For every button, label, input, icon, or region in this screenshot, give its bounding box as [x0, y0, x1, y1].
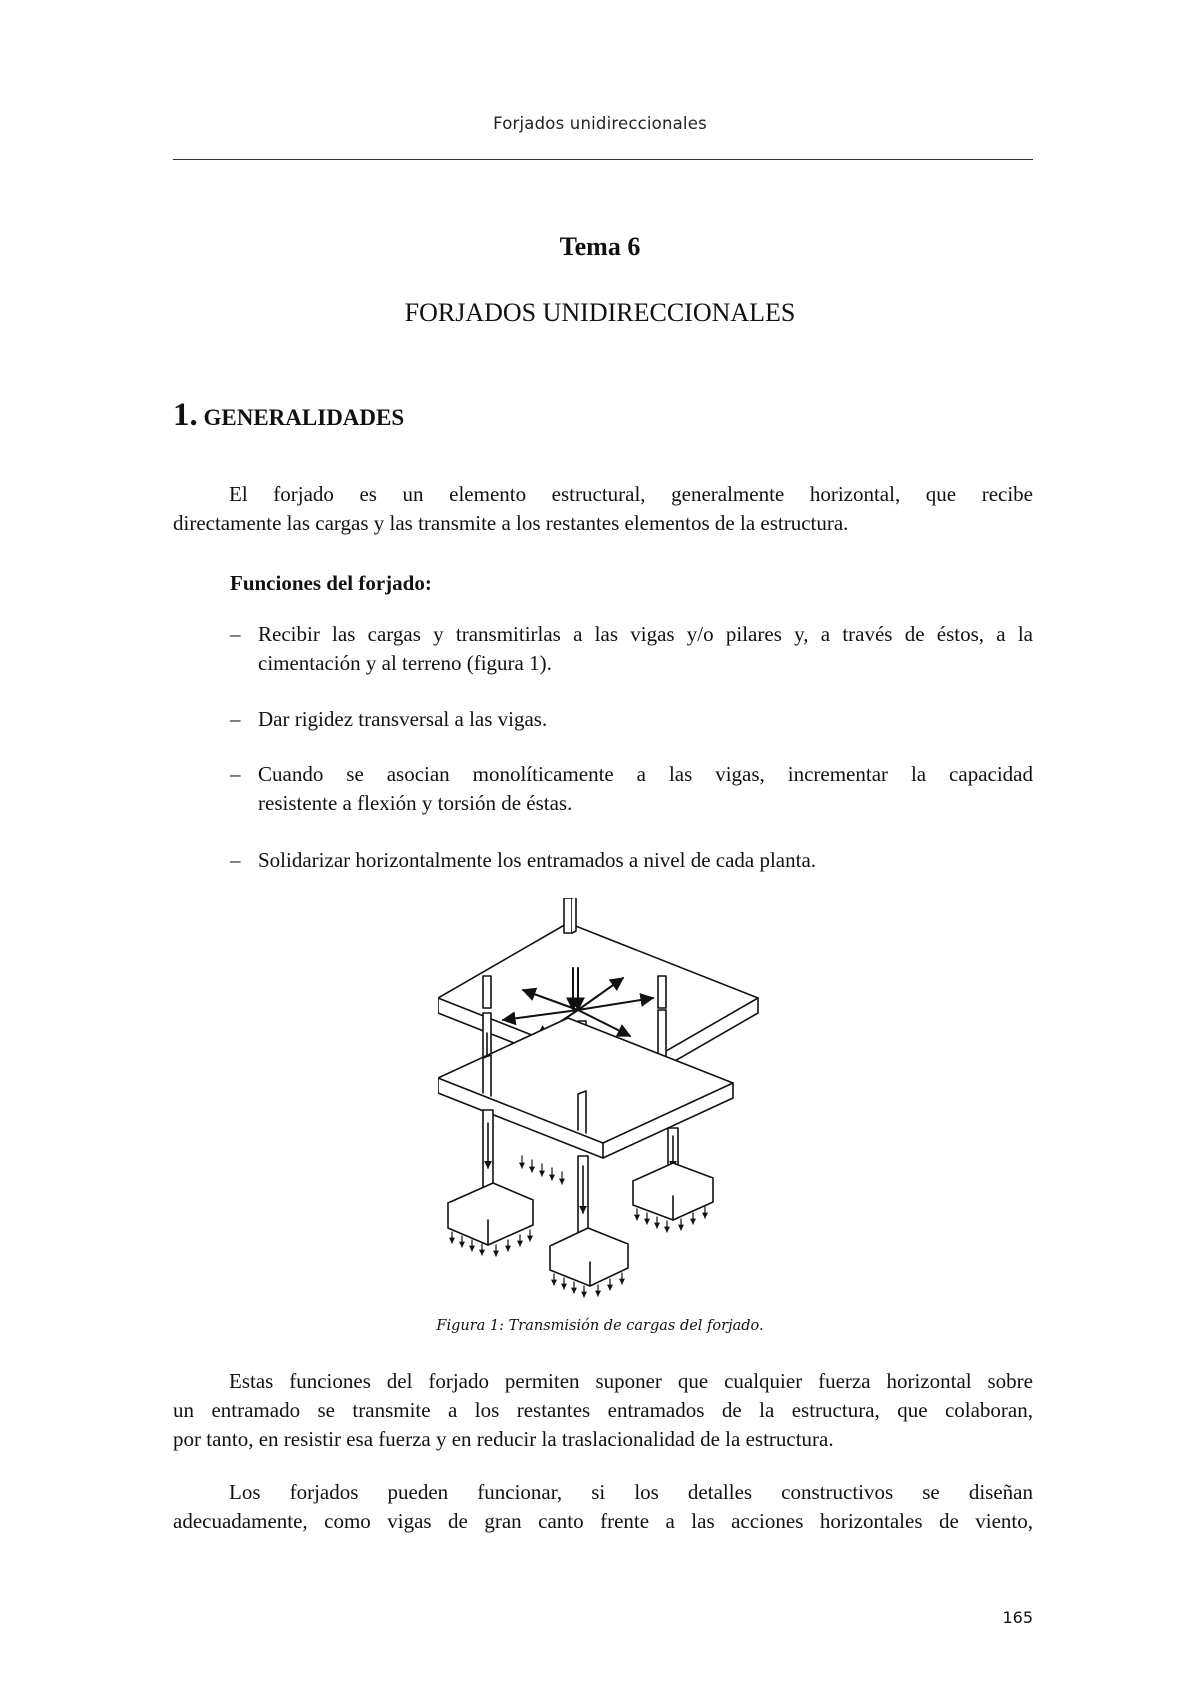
paragraph-2	[173, 1367, 1033, 1454]
list-item	[173, 760, 1033, 818]
paragraph-2-line-2: un entramado se transmite a los restantes entramados de la estructura, que colaboran,	[173, 1398, 1033, 1422]
figure-caption: Figura 1: Transmisión de cargas del forjado.	[436, 1318, 764, 1334]
page-number: 165	[1002, 1608, 1033, 1627]
list-item-line: resistente a flexión y torsión de éstas.	[258, 791, 573, 815]
dash-bullet: –	[230, 762, 241, 786]
list-item	[173, 620, 1033, 678]
section-title: GENERALIDADES	[203, 405, 405, 430]
list-item-line: Solidarizar horizontalmente los entramados a nivel de cada planta.	[258, 848, 817, 872]
dash-bullet: –	[230, 848, 241, 872]
section-heading	[173, 397, 404, 434]
dash-bullet: –	[230, 622, 241, 646]
header-rule	[173, 159, 1033, 160]
list-item-line: cimentación y al terreno (figura 1).	[258, 651, 552, 675]
list-item	[173, 846, 1033, 875]
figure-illustration	[438, 898, 778, 1300]
intro-line-2: directamente las cargas y las transmite a los restantes elementos de la estructura.	[173, 511, 849, 535]
list-item-line: Recibir las cargas y transmitirlas a las vigas y/o pilares y, a través de éstos, a la	[258, 622, 1033, 646]
paragraph-3-line-2: adecuadamente, como vigas de gran canto frente a las acciones horizontales de viento,	[173, 1509, 1033, 1533]
list-item-line: Cuando se asocian monolíticamente a las vigas, incrementar la capacidad	[258, 762, 1033, 786]
intro-paragraph	[173, 480, 1033, 538]
running-header: Forjados unidireccionales	[493, 114, 707, 133]
slab-load-transmission-diagram	[438, 898, 778, 1300]
chapter-label: Tema 6	[559, 232, 641, 261]
list-item	[173, 705, 1033, 734]
functions-heading: Funciones del forjado:	[230, 571, 432, 595]
section-number: 1.	[173, 397, 198, 433]
paragraph-3	[173, 1478, 1033, 1536]
dash-bullet: –	[230, 707, 241, 731]
list-item-line: Dar rigidez transversal a las vigas.	[258, 707, 548, 731]
paragraph-3-line-1: Los forjados pueden funcionar, si los detalles constructivos se diseñan	[229, 1480, 1033, 1504]
paragraph-2-line-1: Estas funciones del forjado permiten suponer que cualquier fuerza horizontal sobre	[229, 1369, 1033, 1393]
chapter-title: FORJADOS UNIDIRECCIONALES	[404, 298, 796, 327]
paragraph-2-line-3: por tanto, en resistir esa fuerza y en reducir la traslacionalidad de la estructura.	[173, 1427, 834, 1451]
intro-line-1: El forjado es un elemento estructural, generalmente horizontal, que recibe	[229, 482, 1033, 506]
